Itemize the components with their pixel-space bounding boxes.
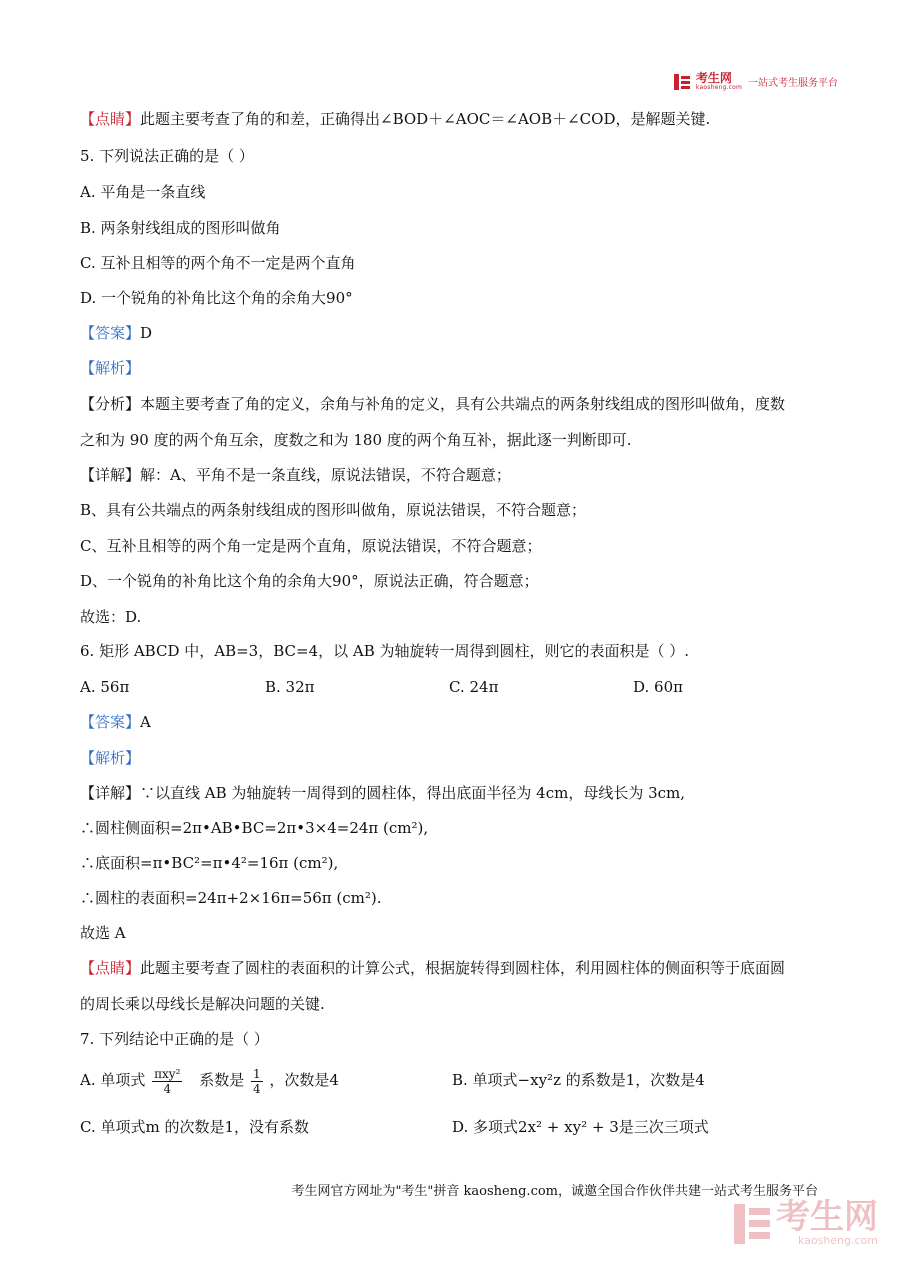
footer-text: 考生网官方网址为"考生"拼音 kaosheng.com，诚邀全国合作伙伴共建一站式考生服务平台 <box>291 1184 818 1199</box>
answer-tag: 【答案】 <box>80 713 141 731</box>
question-7-option-d: D. 多项式2x² + xy² + 3是三次三项式 <box>452 1118 709 1136</box>
answer-5 <box>80 323 152 343</box>
watermark-text: 考生网 <box>776 1197 878 1237</box>
xiangjie-6-line-1 <box>80 783 685 803</box>
q7a-coefficient-denominator: 4 <box>252 1081 261 1096</box>
question-5-option-d: D. 一个锐角的补角比这个角的余角大90° <box>80 289 353 307</box>
q7a-monomial-denominator: 4 <box>163 1081 172 1096</box>
watermark-subtext: kaosheng.com <box>797 1234 878 1247</box>
xiangjie-6-line-3: ∴底面积=π•BC²=π•4²=16π (cm²), <box>80 854 339 872</box>
question-7-option-a <box>80 1060 339 1100</box>
question-6-option-a: A. 56π <box>80 678 130 696</box>
question-5: 5. 下列说法正确的是（ ） <box>80 147 254 165</box>
question-5-option-c: C. 互补且相等的两个角不一定是两个直角 <box>80 254 356 272</box>
xiangjie-6-text-1: ∵以直线 AB 为轴旋转一周得到的圆柱体，得出底面半径为 4cm，母线长为 3cm, <box>140 784 686 802</box>
q7a-mid: 系数是 <box>199 1071 245 1089</box>
fenxi-tag: 【分析】 <box>80 395 141 413</box>
answer-tag: 【答案】 <box>80 324 141 342</box>
q7a-coefficient-fraction <box>251 1067 263 1096</box>
question-6-option-b: B. 32π <box>265 678 315 696</box>
xiangjie-line-2: B、具有公共端点的两条射线组成的图形叫做角，原说法错误，不符合题意； <box>80 501 587 519</box>
dianjing-text: 此题主要考查了角的和差，正确得出∠BOD＋∠AOC＝∠AOB＋∠COD，是解题关键. <box>140 110 711 128</box>
dianjing-6-text-1: 此题主要考查了圆柱的表面积的计算公式，根据旋转得到圆柱体，利用圆柱体的侧面积等于底面圆 <box>140 959 786 977</box>
xiangjie-tag: 【详解】 <box>80 466 141 484</box>
fenxi-line-2: 之和为 90 度的两个角互余，度数之和为 180 度的两个角互补，据此逐一判断即可. <box>80 431 632 449</box>
dianjing-6-line-1 <box>80 958 785 978</box>
answer-value: D <box>140 324 153 342</box>
question-6: 6. 矩形 ABCD 中，AB=3，BC=4，以 AB 为轴旋转一周得到圆柱，则它的表面积是（ ）. <box>80 642 690 660</box>
jiexi-tag-6: 【解析】 <box>80 749 141 767</box>
logo-text: 考生网 <box>695 71 732 85</box>
xiangjie-6-line-4: ∴圆柱的表面积=24π+2×16π=56π (cm²). <box>80 889 382 907</box>
dianjing-tag: 【点睛】 <box>80 110 141 128</box>
question-6-option-d: D. 60π <box>633 678 683 696</box>
question-7-option-c: C. 单项式m 的次数是1，没有系数 <box>80 1118 310 1136</box>
xiangjie-tag: 【详解】 <box>80 784 141 802</box>
xiangjie-6-line-2: ∴圆柱侧面积=2π•AB•BC=2π•3×4=24π (cm²), <box>80 819 429 837</box>
logo-subtext: kaosheng.com <box>695 84 742 91</box>
logo-slogan: 一站式考生服务平台 <box>748 78 838 89</box>
watermark-logo-icon <box>734 1204 770 1244</box>
xiangjie-line-3: C、互补且相等的两个角一定是两个直角，原说法错误，不符合题意； <box>80 537 542 555</box>
guxuan-6: 故选 A <box>80 924 126 942</box>
q7a-suffix: ，次数是4 <box>269 1071 339 1089</box>
question-7: 7. 下列结论中正确的是（ ） <box>80 1030 269 1048</box>
question-6-option-c: C. 24π <box>449 678 499 696</box>
guxuan-5: 故选：D. <box>80 608 142 626</box>
watermark <box>734 1197 878 1247</box>
answer-value: A <box>140 713 151 731</box>
q7a-coefficient-numerator: 1 <box>252 1066 261 1081</box>
fenxi-line-1 <box>80 394 785 414</box>
q7a-monomial-fraction <box>152 1067 182 1096</box>
question-5-option-a: A. 平角是一条直线 <box>80 183 206 201</box>
dianjing-6-line-2: 的周长乘以母线长是解决问题的关键. <box>80 995 325 1013</box>
q7a-prefix: A. 单项式 <box>80 1071 146 1089</box>
q7a-monomial-numerator: πxy² <box>154 1066 181 1081</box>
kaosheng-logo-icon <box>674 74 690 90</box>
question-5-option-b: B. 两条射线组成的图形叫做角 <box>80 219 281 237</box>
answer-6 <box>80 712 151 732</box>
header-logo <box>674 72 838 91</box>
question-7-option-b: B. 单项式−xy²z 的系数是1，次数是4 <box>452 1071 705 1089</box>
xiangjie-line-4: D、一个锐角的补角比这个角的余角大90°，原说法正确，符合题意； <box>80 572 539 590</box>
dianjing-tag: 【点睛】 <box>80 959 141 977</box>
xiangjie-line-1 <box>80 465 511 485</box>
dianjing-line <box>80 109 710 129</box>
jiexi-tag-5: 【解析】 <box>80 359 141 377</box>
fenxi-text-1: 本题主要考查了角的定义，余角与补角的定义，具有公共端点的两条射线组成的图形叫做角，度数 <box>140 395 786 413</box>
xiangjie-text-1: 解：A、平角不是一条直线，原说法错误，不符合题意； <box>140 466 511 484</box>
